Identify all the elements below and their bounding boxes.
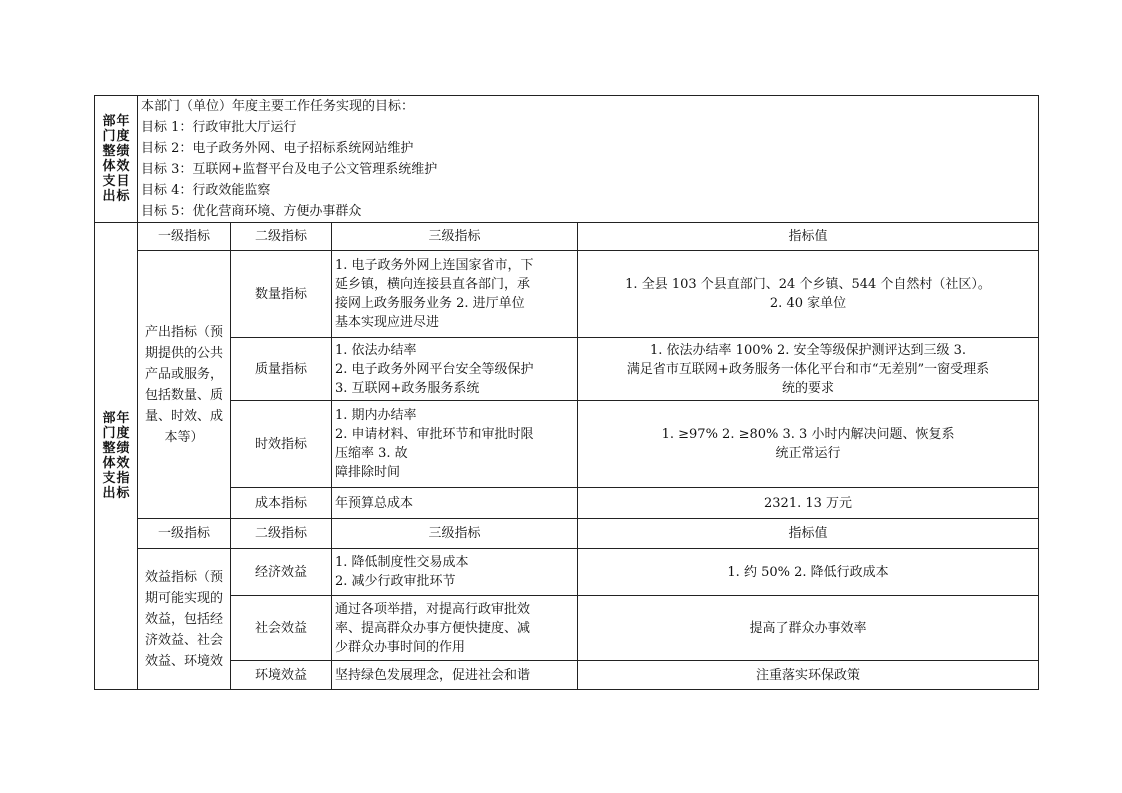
value-line: 2. 40 家单位 <box>769 296 847 311</box>
value-line: 注重落实环保政策 <box>756 667 861 683</box>
vertical-label-char: 目 <box>116 174 130 189</box>
level3-quality <box>332 338 578 401</box>
header-level1: 一级指标 <box>138 223 231 251</box>
value-economic <box>578 549 1039 596</box>
vertical-label-char: 体 <box>102 159 116 174</box>
level3-economic <box>332 549 578 596</box>
level2-cost: 成本指标 <box>231 488 332 519</box>
level3-line: 压缩率 3. 故 <box>335 446 408 461</box>
level3-line: 通过各项举措，对提高行政审批效 <box>335 601 531 617</box>
value-line: 2321. 13 万元 <box>764 495 853 511</box>
goal-item: 目标 2：电子政务外网、电子招标系统网站维护 <box>141 141 414 156</box>
value-line: 统的要求 <box>782 380 835 396</box>
level2-timeliness: 时效指标 <box>231 401 332 488</box>
vertical-label-char: 度 <box>116 426 130 441</box>
indicator-section-label <box>95 223 138 690</box>
level3-line: 1. 期内办结率 <box>335 408 417 423</box>
goal-item: 目标 1：行政审批大厅运行 <box>141 120 297 135</box>
output-row-quality <box>95 338 1039 401</box>
level3-line: 坚持绿色发展理念，促进社会和谐 <box>335 667 531 683</box>
header-level2: 二级指标 <box>231 519 332 549</box>
vertical-label-char: 标 <box>116 486 130 501</box>
level3-line: 年预算总成本 <box>335 495 414 511</box>
value-line: 1. ≥97% 2. ≥80% 3. 3 小时内解决问题、恢复系 <box>661 427 955 442</box>
value-social <box>578 596 1039 661</box>
vertical-label-char: 出 <box>102 189 116 204</box>
benefit-row-environment <box>95 661 1039 690</box>
level3-line: 1. 降低制度性交易成本 <box>335 555 469 570</box>
level3-line: 2. 减少行政审批环节 <box>335 574 456 589</box>
vertical-label-char: 整 <box>102 144 116 159</box>
indicator-label-col1 <box>102 411 115 501</box>
vertical-label-char: 绩 <box>116 441 130 456</box>
performance-table <box>94 95 1039 690</box>
goals-section-label <box>95 96 138 223</box>
vertical-label-char: 支 <box>102 471 116 486</box>
vertical-label-char: 绩 <box>116 144 130 159</box>
level3-social <box>332 596 578 661</box>
value-line: 1. 约 50% 2. 降低行政成本 <box>727 564 889 580</box>
vertical-label-char: 门 <box>102 129 116 144</box>
goals-label-col1 <box>102 114 115 204</box>
header-level3: 三级指标 <box>332 223 578 251</box>
benefit-category: 效益指标（预期可能实现的效益，包括经济效益、社会效益、环境效 <box>138 549 231 690</box>
vertical-label-char: 出 <box>102 486 116 501</box>
vertical-label-char: 标 <box>116 189 130 204</box>
level3-line: 1. 电子政务外网上连国家省市，下 <box>335 258 534 273</box>
level3-line: 少群众办事时间的作用 <box>335 639 466 655</box>
output-row-quantity <box>95 251 1039 338</box>
header-value: 指标值 <box>578 223 1039 251</box>
goals-intro: 本部门（单位）年度主要工作任务实现的目标： <box>141 99 415 114</box>
value-line: 满足省市互联网+政务服务一体化平台和市“无差别”一窗受理系 <box>626 361 990 377</box>
value-line: 提高了群众办事效率 <box>749 620 867 636</box>
value-quantity <box>578 251 1039 338</box>
goal-item: 目标 4：行政效能监察 <box>141 183 271 198</box>
value-line: 1. 依法办结率 100% 2. 安全等级保护测评达到三级 3. <box>650 342 967 358</box>
level2-economic: 经济效益 <box>231 549 332 596</box>
vertical-label-char: 部 <box>102 411 116 426</box>
output-row-cost <box>95 488 1039 519</box>
header-value: 指标值 <box>578 519 1039 549</box>
indicator-header-row-2 <box>95 519 1039 549</box>
value-line: 1. 全县 103 个县直部门、24 个乡镇、544 个自然村（社区）。 <box>625 277 991 292</box>
value-line: 统正常运行 <box>775 446 841 461</box>
goal-item: 目标 3：互联网+监督平台及电子公文管理系统维护 <box>141 162 438 177</box>
indicator-label-col2 <box>117 411 130 501</box>
vertical-label-char: 门 <box>102 426 116 441</box>
goals-row <box>95 96 1039 223</box>
vertical-label-char: 效 <box>116 159 130 174</box>
level3-environment <box>332 661 578 690</box>
vertical-label-char: 效 <box>116 456 130 471</box>
value-cost <box>578 488 1039 519</box>
level2-quantity: 数量指标 <box>231 251 332 338</box>
goals-label-col2 <box>117 114 130 204</box>
level3-line: 3. 互联网+政务服务系统 <box>335 380 480 396</box>
level3-line: 率、提高群众办事方便快捷度、减 <box>335 620 531 636</box>
header-level1: 一级指标 <box>138 519 231 549</box>
vertical-label-char: 指 <box>116 471 130 486</box>
output-row-timeliness <box>95 401 1039 488</box>
vertical-label-char: 支 <box>102 174 116 189</box>
vertical-label-char: 度 <box>116 129 130 144</box>
level3-timeliness <box>332 401 578 488</box>
vertical-label-char: 体 <box>102 456 116 471</box>
level3-line: 接网上政务服务业务 2. 进厅单位 <box>335 296 525 311</box>
value-quality <box>578 338 1039 401</box>
value-timeliness <box>578 401 1039 488</box>
level3-cost <box>332 488 578 519</box>
vertical-label-char: 年 <box>116 114 130 129</box>
level2-environment: 环境效益 <box>231 661 332 690</box>
benefit-row-social <box>95 596 1039 661</box>
level3-line: 1. 依法办结率 <box>335 342 417 358</box>
level3-line: 2. 电子政务外网平台安全等级保护 <box>335 361 534 377</box>
vertical-label-char: 整 <box>102 441 116 456</box>
level3-line: 2. 申请材料、审批环节和审批时限 <box>335 427 534 442</box>
level3-quantity <box>332 251 578 338</box>
indicator-header-row <box>95 223 1039 251</box>
value-environment <box>578 661 1039 690</box>
level3-line: 延乡镇，横向连接县直各部门，承 <box>335 277 531 292</box>
header-level3: 三级指标 <box>332 519 578 549</box>
goal-item: 目标 5：优化营商环境、方便办事群众 <box>141 204 362 219</box>
output-category: 产出指标（预期提供的公共产品或服务，包括数量、质量、时效、成本等） <box>138 251 231 519</box>
level2-quality: 质量指标 <box>231 338 332 401</box>
level2-social: 社会效益 <box>231 596 332 661</box>
goals-cell <box>138 96 1039 223</box>
level3-line: 障排除时间 <box>335 465 401 480</box>
level3-line: 基本实现应进尽进 <box>335 315 440 330</box>
vertical-label-char: 部 <box>102 114 116 129</box>
header-level2: 二级指标 <box>231 223 332 251</box>
benefit-row-economic <box>95 549 1039 596</box>
vertical-label-char: 年 <box>116 411 130 426</box>
